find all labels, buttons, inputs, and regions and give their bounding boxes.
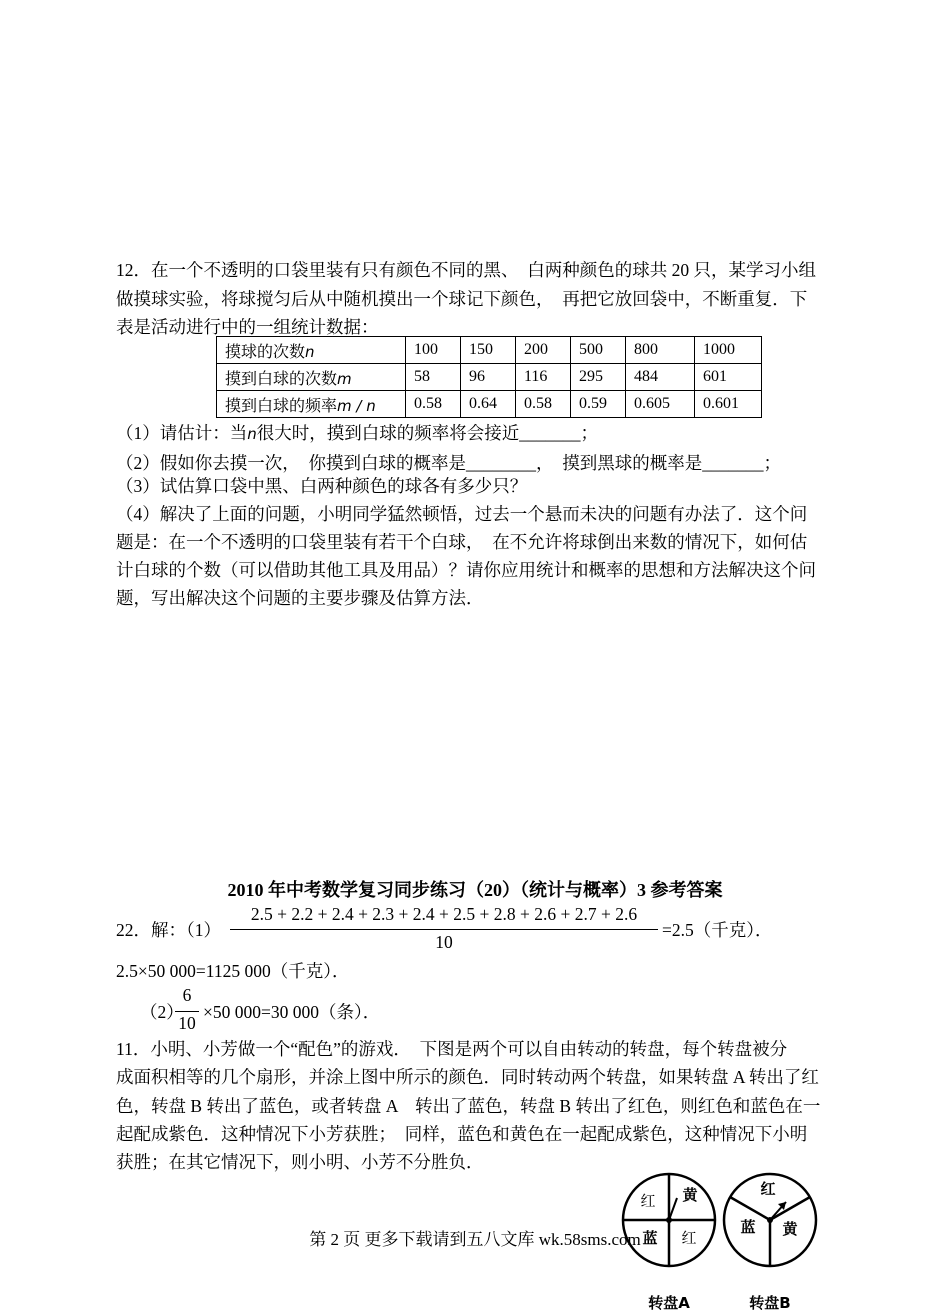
q12-sub3: （3）试估算口袋中黑、白两种颜色的球各有多少只？	[116, 476, 528, 496]
spinner-a-sector-blue: 蓝	[642, 1229, 658, 1247]
spinner-b-caption: 转盘B	[749, 1294, 791, 1312]
spinner-b-sector-yellow: 黄	[782, 1220, 798, 1238]
q12-sub4-line-4: 题，写出解决这个问题的主要步骤及估算方法．	[116, 588, 484, 608]
answers-title: 2010 年中考数学复习同步练习（20）（统计与概率）3 参考答案	[227, 880, 723, 900]
fraction-bar	[230, 929, 658, 930]
spinner-b-sector-red: 红	[760, 1180, 776, 1198]
table-cell: 0.58	[406, 391, 461, 418]
q12-sub2: （2）假如你去摸一次， 你摸到白球的概率是________， 摸到黑球的概率是_______；	[116, 453, 781, 473]
spinner-b-divider-3	[770, 1197, 810, 1220]
q12-sub4-line-2: 题是：在一个不透明的口袋里装有若干个白球， 在不允许将球倒出来数的情况下，如何估	[116, 532, 808, 552]
table-cell: 0.64	[461, 391, 516, 418]
q11-line-2: 成面积相等的几个扇形，并涂上图中所示的颜色．同时转动两个转盘，如果转盘 A 转出了红	[116, 1067, 819, 1087]
q11-line-1: 11．小明、小芳做一个“配色”的游戏． 下图是两个可以自由转动的转盘，每个转盘被分	[116, 1039, 788, 1059]
q12-sub1: （1）请估计：当n很大时，摸到白球的频率将会接近_______；	[116, 423, 599, 443]
spinner-a-sector-red: 红	[640, 1192, 656, 1210]
page-footer: 第 2 页 更多下载请到五八文库 wk.58sms.com	[309, 1230, 641, 1249]
table-cell: 800	[626, 337, 695, 364]
q22-denominator: 10	[435, 932, 453, 952]
spinner-a-sector-red-2: 红	[681, 1229, 697, 1247]
table-cell: 0.58	[516, 391, 571, 418]
table-cell: 500	[571, 337, 626, 364]
table-cell: 0.59	[571, 391, 626, 418]
table-cell: 200	[516, 337, 571, 364]
q22-part2-result: ×50 000=30 000（条）．	[203, 1002, 381, 1022]
row-header: 摸到白球的频率m / n	[217, 391, 406, 418]
table-cell: 96	[461, 364, 516, 391]
q11-line-4: 起配成紫色．这种情况下小芳获胜； 同样，蓝色和黄色在一起配成紫色，这种情况下小明	[116, 1124, 808, 1144]
q11-line-3: 色，转盘 B 转出了蓝色，或者转盘 A 转出了蓝色，转盘 B 转出了红色，则红色和蓝色在一	[116, 1096, 821, 1116]
table-cell: 100	[406, 337, 461, 364]
q12-intro-line-1: 12．在一个不透明的口袋里装有只有颜色不同的黑、 白两种颜色的球共 20 只，某学习小组	[116, 260, 816, 280]
spinner-b-hub	[767, 1217, 773, 1223]
table-row	[217, 364, 762, 391]
q22-line-2: 2.5×50 000=1125 000（千克）．	[116, 961, 350, 981]
table-cell: 1000	[695, 337, 762, 364]
table-cell: 0.601	[695, 391, 762, 418]
q22-part2-denominator: 10	[178, 1013, 196, 1033]
table-row	[217, 391, 762, 418]
q22-part2-label: （2）	[140, 1002, 184, 1022]
table-cell: 601	[695, 364, 762, 391]
spinner-b-sector-blue: 蓝	[740, 1218, 756, 1236]
q12-intro-line-3: 表是活动进行中的一组统计数据：	[116, 317, 379, 337]
table-cell: 0.605	[626, 391, 695, 418]
q22-part2-numerator: 6	[182, 985, 192, 1005]
row-header: 摸球的次数n	[217, 337, 406, 364]
table-cell: 295	[571, 364, 626, 391]
spinner-b-divider-2	[730, 1197, 770, 1220]
fraction-bar	[175, 1011, 199, 1012]
table-row	[217, 337, 762, 364]
q12-sub4-line-1: （4）解决了上面的问题，小明同学猛然顿悟，过去一个悬而未决的问题有办法了．这个问	[116, 504, 808, 524]
table-cell: 484	[626, 364, 695, 391]
q11-line-5: 获胜；在其它情况下，则小明、小芳不分胜负．	[116, 1152, 484, 1172]
spinner-a-caption: 转盘A	[648, 1294, 690, 1312]
row-header: 摸到白球的次数m	[217, 364, 406, 391]
q22-label: 22．解：（1）	[116, 920, 221, 940]
table-cell: 150	[461, 337, 516, 364]
q12-intro-line-2: 做摸球实验，将球搅匀后从中随机摸出一个球记下颜色， 再把它放回袋中，不断重复．下	[116, 289, 808, 309]
spinner-a-hub	[666, 1217, 672, 1223]
table-cell: 116	[516, 364, 571, 391]
q22-numerator: 2.5 + 2.2 + 2.4 + 2.3 + 2.4 + 2.5 + 2.8 + 2.6 + 2.7 + 2.6	[250, 904, 638, 924]
spinner-a-sector-yellow: 黄	[682, 1186, 698, 1204]
statistics-table	[216, 336, 762, 418]
table-cell: 58	[406, 364, 461, 391]
q12-sub4-line-3: 计白球的个数（可以借助其他工具及用品）？请你应用统计和概率的思想和方法解决这个问	[116, 560, 816, 580]
q22-result: =2.5（千克）．	[662, 920, 773, 940]
